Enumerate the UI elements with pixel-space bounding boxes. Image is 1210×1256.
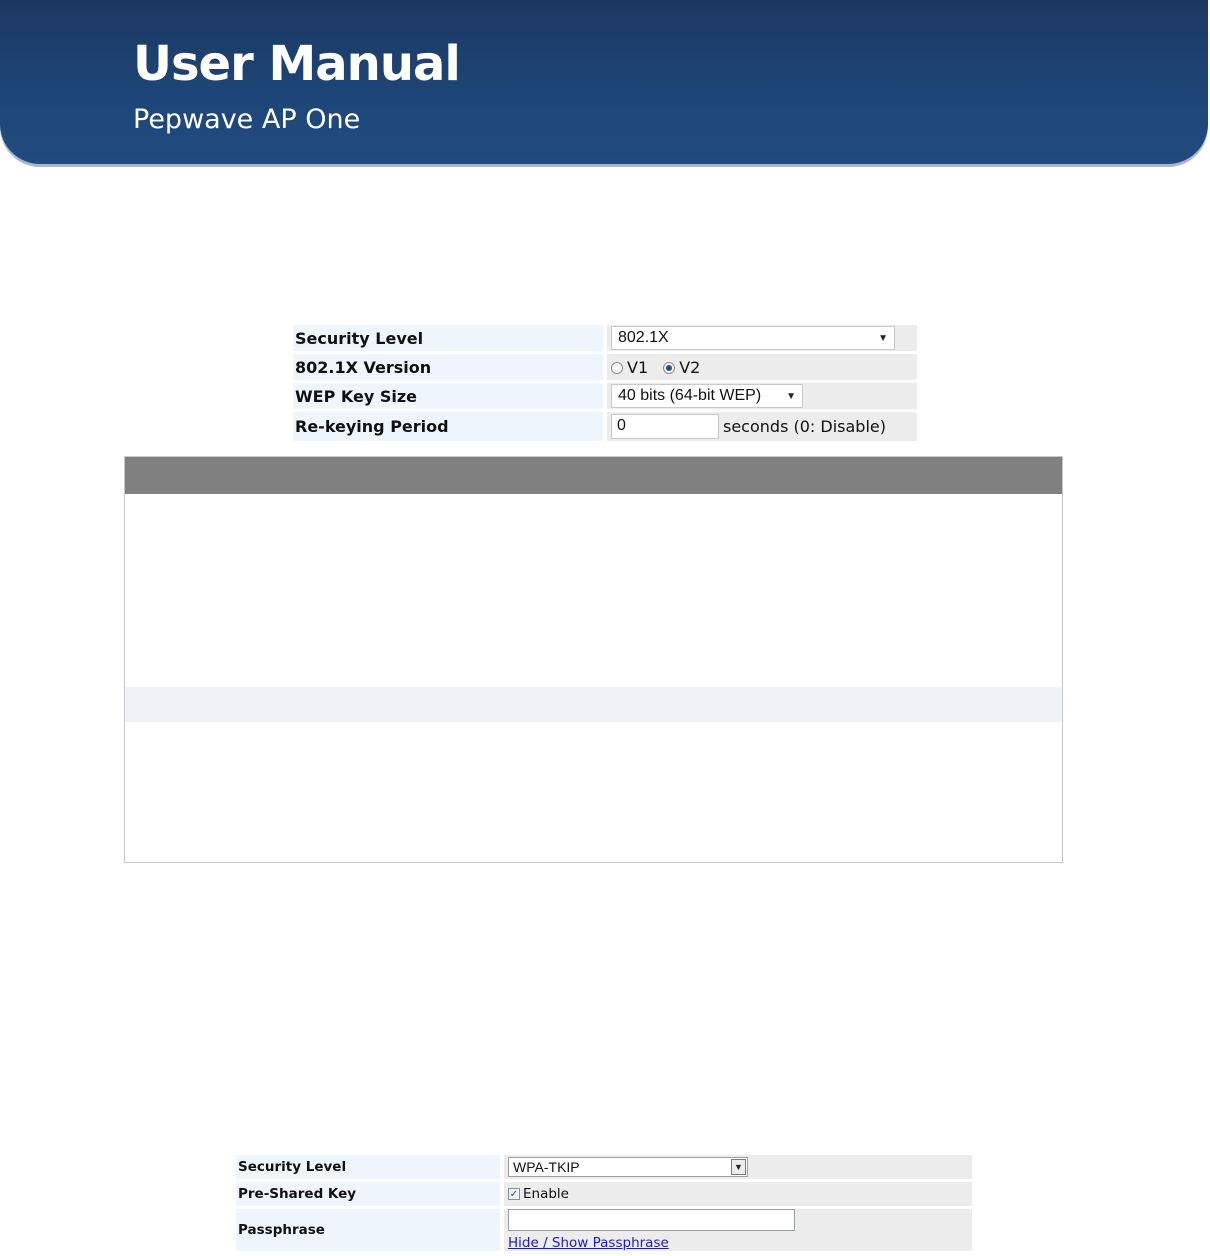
row-security-level-wpa xyxy=(236,1155,972,1179)
row-8021x-version xyxy=(293,354,917,380)
wpa-security-level-label: Security Level xyxy=(236,1155,500,1179)
wpa-security-level-cell xyxy=(504,1155,972,1179)
row-passphrase xyxy=(236,1209,972,1251)
form-wpa-settings xyxy=(236,1152,972,1254)
rekeying-period-hint: seconds (0: Disable) xyxy=(723,417,886,436)
version-v1-radio[interactable] xyxy=(611,362,623,374)
manual-title: User Manual xyxy=(133,36,460,92)
row-rekeying-period xyxy=(293,412,917,441)
psk-enable-label: Enable xyxy=(523,1186,569,1202)
chevron-down-icon: ▼ xyxy=(786,390,796,402)
wep-key-size-value: 40 bits (64-bit WEP) xyxy=(618,387,762,404)
passphrase-cell xyxy=(504,1209,972,1251)
version-label: 802.1X Version xyxy=(293,354,603,380)
version-v2-radio[interactable] xyxy=(663,362,675,374)
chevron-down-icon: ▼ xyxy=(878,332,888,344)
product-name: Pepwave AP One xyxy=(133,104,361,135)
wpa-security-level-select[interactable] xyxy=(508,1157,748,1177)
passphrase-input[interactable] xyxy=(508,1209,795,1231)
psk-cell xyxy=(504,1182,972,1206)
rekeying-period-cell xyxy=(607,412,917,441)
form-8021x-settings xyxy=(293,322,917,444)
security-level-cell xyxy=(607,325,917,351)
info-panel-header xyxy=(125,457,1062,494)
security-level-select[interactable] xyxy=(611,326,895,350)
version-v2-label: V2 xyxy=(679,358,701,377)
version-v1-label: V1 xyxy=(627,358,649,377)
wep-key-size-cell xyxy=(607,383,917,409)
rekeying-period-label: Re-keying Period xyxy=(293,412,603,441)
wep-key-size-label: WEP Key Size xyxy=(293,383,603,409)
row-security-level xyxy=(293,325,917,351)
header-banner xyxy=(0,0,1208,164)
row-pre-shared-key xyxy=(236,1182,972,1206)
chevron-down-icon: ▼ xyxy=(731,1159,746,1175)
info-panel xyxy=(124,456,1063,863)
row-wep-key-size xyxy=(293,383,917,409)
version-cell xyxy=(607,354,917,380)
passphrase-label: Passphrase xyxy=(236,1209,500,1251)
toggle-passphrase-link[interactable]: Hide / Show Passphrase xyxy=(508,1235,669,1251)
security-level-value: 802.1X xyxy=(618,329,669,346)
psk-label: Pre-Shared Key xyxy=(236,1182,500,1206)
rekeying-period-input[interactable]: 0 xyxy=(611,414,719,439)
wep-key-size-select[interactable] xyxy=(611,384,803,408)
security-level-label: Security Level xyxy=(293,325,603,351)
wpa-security-level-value: WPA-TKIP xyxy=(513,1159,580,1175)
info-panel-band xyxy=(125,687,1062,722)
psk-enable-checkbox[interactable]: ✓ xyxy=(509,1188,519,1200)
